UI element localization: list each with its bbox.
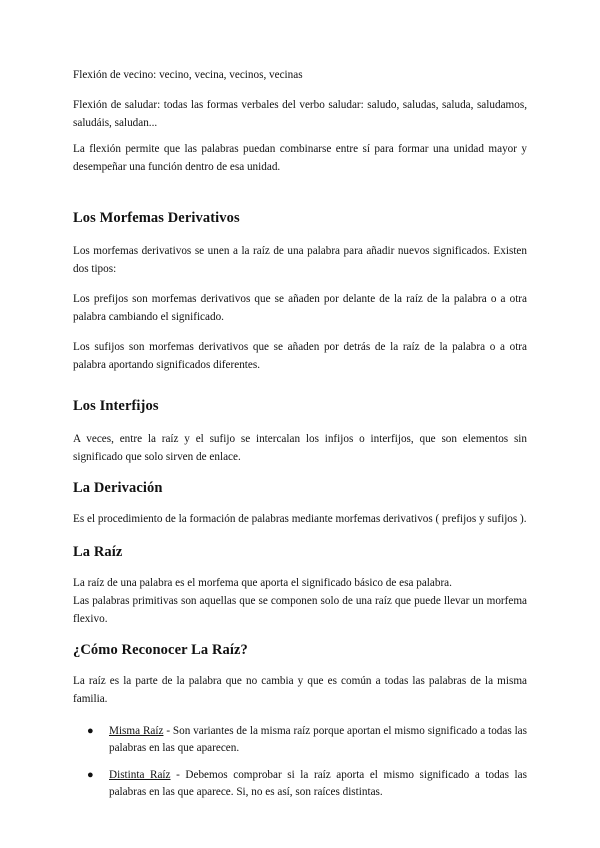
paragraph-reconocer-raiz: La raíz es la parte de la palabra que no cambia y que es común a todas las palabras de la misma familia. xyxy=(73,675,527,705)
paragraph-flexion-funcion: La flexión permite que las palabras puedan combinarse entre sí para formar una unidad mayor y desempeñar una función dentro de esa unidad. xyxy=(73,143,527,173)
heading-derivacion: La Derivación xyxy=(73,480,163,496)
list-item-text: - Son variantes de la misma raíz porque aportan el mismo significado a todas las palabras en las que aparecen. xyxy=(109,725,527,754)
paragraph-prefijos: Los prefijos son morfemas derivativos que se añaden por delante de la raíz de la palabra o a otra palabra cambiando el significado. xyxy=(73,293,527,323)
paragraph-derivativos-intro: Los morfemas derivativos se unen a la raíz de una palabra para añadir nuevos significados. Existen dos tipos: xyxy=(73,245,527,275)
paragraph-interfijos: A veces, entre la raíz y el sufijo se intercalan los infijos o interfijos, que son elementos sin significado que solo sirven de enlace. xyxy=(73,433,527,463)
paragraph-flexion-vecino: Flexión de vecino: vecino, vecina, vecinos, vecinas xyxy=(73,69,303,81)
document-body xyxy=(73,66,527,801)
list-item-distinta-raiz xyxy=(73,767,527,801)
paragraph-palabras-primitivas: Las palabras primitivas son aquellas que se componen solo de una raíz que puede llevar un morfema flexivo. xyxy=(73,595,527,625)
term-misma-raiz: Misma Raíz xyxy=(109,725,164,737)
raiz-types-list xyxy=(73,723,527,801)
term-distinta-raiz: Distinta Raíz xyxy=(109,769,171,781)
heading-raiz: La Raíz xyxy=(73,544,123,560)
paragraph-raiz-definicion: La raíz de una palabra es el morfema que aporta el significado básico de esa palabra. xyxy=(73,577,452,589)
heading-interfijos: Los Interfijos xyxy=(73,398,159,414)
paragraph-derivacion: Es el procedimiento de la formación de palabras mediante morfemas derivativos ( prefijos y sufijos ). xyxy=(73,513,527,525)
list-item-text: - Debemos comprobar si la raíz aporta el mismo significado a todas las palabras en las que aparece. Si, no es así, son raíces distintas. xyxy=(109,769,527,798)
bullet-icon: ● xyxy=(87,769,94,781)
bullet-icon: ● xyxy=(87,725,94,737)
list-item-misma-raiz xyxy=(73,723,527,757)
heading-reconocer-raiz: ¿Cómo Reconocer La Raíz? xyxy=(73,642,248,658)
paragraph-sufijos: Los sufijos son morfemas derivativos que se añaden por detrás de la raíz de la palabra o a otra palabra aportando significados diferentes. xyxy=(73,341,527,371)
paragraph-flexion-saludar: Flexión de saludar: todas las formas verbales del verbo saludar: saludo, saludas, saluda, saludamos, saludáis, saludan... xyxy=(73,99,527,129)
heading-morfemas-derivativos: Los Morfemas Derivativos xyxy=(73,210,240,226)
